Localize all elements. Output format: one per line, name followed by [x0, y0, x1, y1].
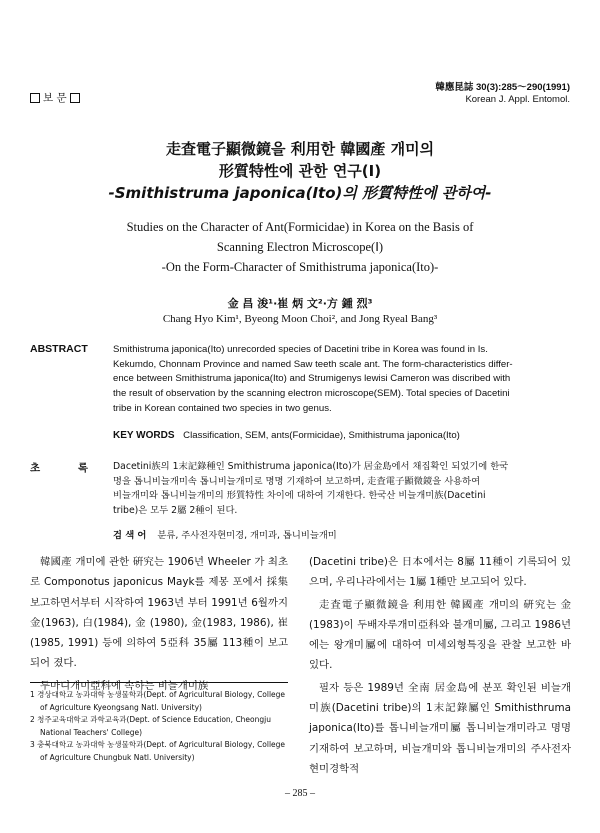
title-ko-line1: 走査電子顯微鏡을 利用한 韓國產 개미의: [165, 140, 435, 158]
body-paragraph: 두마디개미亞科에 속하는 비늘개미族: [40, 679, 209, 692]
body-paragraph: 韓國產 개미에 관한 硏究는 1906년 Wheeler 가 최초로 Componotus japonicus Mayk를 제몽 포에서 採集 보고하면서부터 시작하여 1963년 부터 1991년 6월까지 金(1963), 白(1984), 金 (1980), 金(1983, 1986), 崔(1985, 1991) 등에 의하여 5亞科 35屬 113種이 보고되어 졌다.: [30, 556, 288, 670]
journal-reference: [435, 82, 570, 106]
checkbox-square-icon: [70, 93, 80, 103]
abstract-line: tribe in Korean contained two species in two genus.: [113, 402, 332, 414]
keywords-text: Classification, SEM, ants(Formicidae), Smithistruma japonica(Ito): [183, 430, 460, 441]
abstract-body: [113, 343, 573, 417]
body-paragraph: (Dacetini tribe)은 日本에서는 8屬 11種이 기록되어 있으며, 우리나라에서는 1屬 1種만 보고되어 있다.: [309, 556, 571, 589]
body-paragraph: 필자 등은 1989년 全南 居金島에 분포 확인된 비늘개미族(Dacetini tribe)의 1末記錄屬인 Smithisthruma japonica(Ito)를 톱니비늘개미屬 톱니비늘개미라고 명명 기재하여 보고하며, 비늘개미와 톱니비늘개미의 주사전자현미경학적: [309, 681, 571, 775]
authors-english: Chang Hyo Kim¹, Byeong Moon Choi², and Jong Ryeal Bang³: [162, 313, 438, 325]
abstract-line: ence between Smithistruma japonica(Ito) and Strumigenys lewisi Cameron was discribed with: [113, 373, 511, 385]
section-label: [30, 90, 80, 105]
title-ko-line2: 形質特性에 관한 연구(Ⅰ): [218, 162, 382, 180]
section-label-text: 보 문: [43, 92, 67, 104]
keywords: [113, 430, 573, 441]
abstract-line: Smithistruma japonica(Ito) unrecorded species of Dacetini tribe in Korea was found in Is.: [113, 344, 488, 355]
footnote-divider: [30, 682, 288, 683]
korean-abstract-label: [30, 460, 110, 475]
title-ko-line3: -Smithistruma japonica(Ito)의 形質特性에 관하여-: [108, 184, 492, 202]
korean-abstract-line: 비늘개미와 톱니비늘개미의 形質特性 차이에 대하여 기재한다. 한국산 비늘개미族(Dacetini: [113, 490, 486, 502]
title-en-line3: -On the Form-Character of Smithistruma japonica(Ito)-: [161, 260, 439, 274]
footnote-item: 2 청주교육대학교 과학교육과(Dept. of Science Education, Cheongju National Teachers' College): [30, 715, 271, 737]
korean-abstract-line: tribe)은 모두 2屬 2種이 된다.: [113, 505, 238, 517]
abstract-line: the result of observation by the scanning electron microscope(SEM). Total species of Dacetini: [113, 388, 510, 400]
keywords-label: KEY WORDS: [113, 430, 175, 441]
korean-abstract-line: 명을 톱니비늘개미속 톱니비늘개미로 명명 기재하여 보고하며, 走査電子顯微鏡을 사용하여: [113, 475, 481, 487]
body-right-column: [309, 552, 571, 779]
abstract-label: ABSTRACT: [30, 343, 88, 355]
journal-name: Korean J. Appl. Entomol.: [465, 94, 570, 105]
korean-abstract-line: Dacetini族의 1末記錄種인 Smithistruma japonica(Ito)가 居金島에서 채집확인 되었기에 한국: [113, 461, 509, 472]
body-left-column: [30, 552, 288, 696]
korean-keywords-label: 검 색 어: [113, 530, 147, 541]
footnotes: [30, 689, 288, 765]
korean-keywords: [113, 527, 573, 541]
korean-abstract-label-2: 록: [77, 462, 88, 474]
body-paragraph: 走査電子顯微鏡을 利用한 韓國產 개미의 硏究는 金(1983)이 두배자루개미亞科와 불개미屬, 그리고 1986년에는 왕개미屬에 대하여 미세외형특징을 관찰 보고한 바 있다.: [309, 598, 571, 672]
title-en-line2: Scanning Electron Microscope(Ⅰ): [216, 240, 384, 254]
journal-citation: 韓應昆誌 30(3):285～290(1991): [435, 82, 570, 93]
korean-abstract-body: [113, 460, 573, 519]
title-en-line1: Studies on the Character of Ant(Formicidae) in Korea on the Basis of: [126, 220, 474, 234]
korean-abstract-label-1: 초: [30, 462, 41, 474]
authors-korean: 金 昌 浚¹·崔 炳 文²·方 鍾 烈³: [227, 297, 373, 310]
checkbox-square-icon: [30, 93, 40, 103]
footnote-item: 3 충북대학교 농과대학 농생물학과(Dept. of Agricultural Biology, College of Agriculture Chungbuk Natl. University): [30, 740, 286, 762]
page-number: – 285 –: [285, 788, 315, 799]
footnote-item: 1 경상대학교 농과대학 농생물학과(Dept. of Agricultural Biology, College of Agriculture Kyeongsang Natl. University): [30, 690, 286, 712]
abstract-line: Kekumdo, Chonnam Province and named Saw teeth scale ant. The form-characteristics differ-: [113, 358, 513, 370]
korean-keywords-text: 분류, 주사전자현미경, 개미과, 톱니비늘개미: [157, 530, 337, 541]
